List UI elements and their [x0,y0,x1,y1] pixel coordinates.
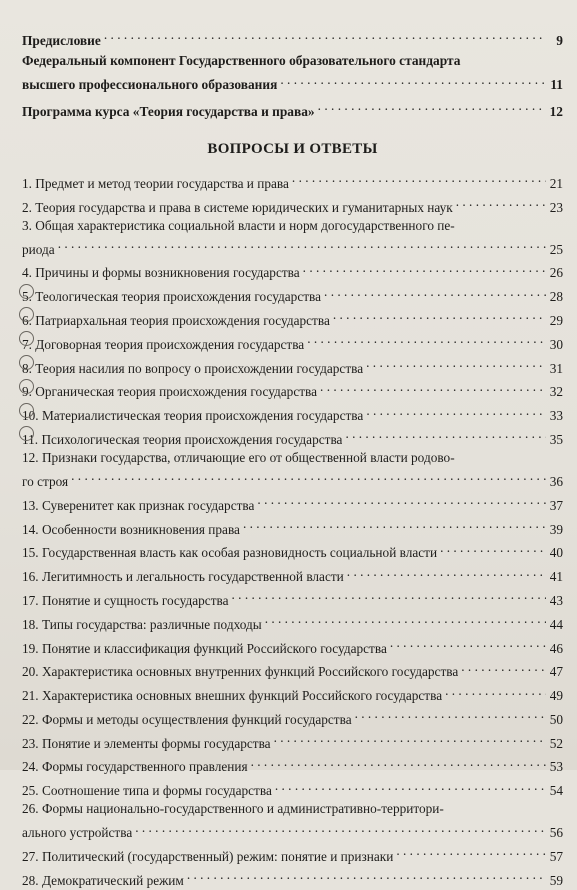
page-number: 47 [549,664,563,680]
toc-entry-line [22,563,563,587]
toc-entry-title: го строя [22,473,69,489]
page-number: 40 [549,545,563,561]
page-number: 39 [549,521,563,537]
toc-entry-line [22,97,563,121]
toc-entry [22,563,563,587]
dot-leader [292,169,546,188]
toc-entry-title: 27. Политический (государственный) режим: понятие и признаки [22,849,394,865]
toc-entry [22,491,563,515]
dot-leader [307,330,546,349]
toc-entry-line [22,682,563,706]
toc-entry [22,259,563,283]
toc-entry-title: 8. Теория насилия по вопросу о происхождении государства [22,360,364,376]
toc-entry-title: 24. Формы государственного правления [22,759,248,775]
toc-entry-line [22,330,563,354]
page-number: 31 [549,360,563,376]
page-number: 9 [556,32,563,48]
toc-entry [22,217,563,259]
page-number: 29 [549,312,563,328]
dot-leader [232,586,546,605]
toc-entry-line [22,491,563,515]
toc-entry [22,449,563,491]
pencil-circle-mark [19,284,34,299]
page-number: 44 [549,616,563,632]
toc-entry-line [22,425,563,449]
page-number: 57 [549,849,563,865]
toc-entry [22,682,563,706]
page-number: 59 [549,872,563,888]
pencil-circle-mark [19,379,34,394]
toc-entry-line [22,819,563,843]
questions-list [22,169,563,890]
toc-entry [22,634,563,658]
toc-entry-title: Предисловие [22,32,101,48]
dot-leader [390,634,546,653]
dot-leader [324,283,546,302]
toc-entry-title: Программа курса «Теория государства и права» [22,103,315,119]
page-number: 26 [549,265,563,281]
toc-entry-line [22,193,563,217]
dot-leader [366,402,546,421]
toc-entry-title: 17. Понятие и сущность государства [22,592,229,608]
toc-entry [22,729,563,753]
toc-entry-title: 10. Материалистическая теория происхождения государства [22,408,364,424]
toc-entry-title: 14. Особенности возникновения права [22,521,240,537]
toc-entry-title: 4. Причины и формы возникновения государства [22,265,300,281]
dot-leader [257,491,546,510]
front-matter-list [22,26,563,121]
page-number: 53 [549,759,563,775]
toc-entry-line: Федеральный компонент Государственного образовательного стандарта [22,53,461,69]
dot-leader [445,682,546,701]
toc-entry-line [22,467,563,491]
toc-entry [22,842,563,866]
page-number: 35 [549,431,563,447]
toc-entry-title: 7. Договорная теория происхождения государства [22,336,305,352]
dot-leader [303,259,546,278]
toc-entry-title: 2. Теория государства и права в системе юридических и гуманитарных наук [22,199,453,215]
toc-entry-line [22,71,563,95]
toc-entry-title: 21. Характеристика основных внешних функций Российского государства [22,688,443,704]
dot-leader [58,235,546,254]
toc-entry-line [22,378,563,402]
toc-entry-line [22,729,563,753]
toc-entry-line [22,235,563,259]
dot-leader [135,819,546,838]
page-number: 37 [549,497,563,513]
section-title: ВОПРОСЫ И ОТВЕТЫ [207,141,378,158]
toc-entry [22,753,563,777]
toc-entry [22,306,563,330]
toc-entry-title: 5. Теологическая теория происхождения государства [22,289,322,305]
page-number: 25 [549,241,563,257]
dot-leader [265,610,546,629]
toc-entry-line [22,658,563,682]
toc-entry-title: 18. Типы государства: различные подходы [22,616,262,632]
page-number: 23 [549,199,563,215]
toc-entry [22,800,563,842]
page-number: 50 [549,711,563,727]
page-number: 33 [549,408,563,424]
dot-leader [243,515,546,534]
toc-entry-title: 11. Психологическая теория происхождения государства [22,431,343,447]
toc-entry-title: ального устройства [22,825,133,841]
toc-entry [22,193,563,217]
front-matter-entry [22,26,563,50]
page-number: 32 [549,384,563,400]
dot-leader [251,753,546,772]
toc-entry-title: 22. Формы и методы осуществления функций государства [22,711,352,727]
dot-leader [320,378,546,397]
page-number: 41 [549,569,563,585]
page-number: 30 [549,336,563,352]
dot-leader [104,26,546,45]
toc-entry [22,866,563,890]
dot-leader [461,658,546,677]
toc-entry [22,283,563,307]
toc-entry-line [22,586,563,610]
toc-entry-line: 12. Признаки государства, отличающие его от общественной власти родово- [22,450,455,466]
toc-entry [22,610,563,634]
toc-entry-title: 6. Патриархальная теория происхождения государства [22,312,330,328]
toc-entry-line [22,306,563,330]
toc-entry [22,658,563,682]
toc-entry-title: 20. Характеристика основных внутренних функций Российского государства [22,664,459,680]
toc-entry-line [22,169,563,193]
toc-entry-line [22,26,563,50]
toc-entry-line [22,777,563,801]
dot-leader [456,193,546,212]
page-number: 49 [549,688,563,704]
toc-entry [22,354,563,378]
toc-entry-line [22,753,563,777]
dot-leader [396,842,546,861]
dot-leader [71,467,546,486]
toc-entry-title: 23. Понятие и элементы формы государства [22,735,271,751]
toc-entry-title: 28. Демократический режим [22,872,184,888]
toc-entry-title: 13. Суверенитет как признак государства [22,497,255,513]
toc-entry-line [22,539,563,563]
dot-leader [440,539,546,558]
dot-leader [355,705,546,724]
page-number: 46 [549,640,563,656]
toc-entry [22,705,563,729]
toc-entry [22,777,563,801]
dot-leader [347,563,546,582]
toc-entry-title: 15. Государственная власть как особая разновидность социальной власти [22,545,438,561]
toc-entry-line [22,402,563,426]
page-number: 54 [549,783,563,799]
page-number: 56 [549,825,563,841]
toc-entry-line [22,283,563,307]
dot-leader [366,354,546,373]
toc-entry [22,586,563,610]
toc-entry-line [22,610,563,634]
toc-entry-line [22,259,563,283]
pencil-circle-mark [19,355,34,370]
toc-entry-line [22,515,563,539]
page-number: 21 [549,175,563,191]
toc-entry-line [22,354,563,378]
toc-entry [22,539,563,563]
toc-entry-title: 16. Легитимность и легальность государственной власти [22,569,344,585]
page-number: 43 [549,592,563,608]
toc-entry-line [22,866,563,890]
toc-entry-title: 1. Предмет и метод теории государства и права [22,175,289,191]
page-number: 28 [549,289,563,305]
toc-entry-title: высшего профессионального образования [22,77,278,93]
toc-entry-line: 26. Формы национально-государственного и административно-территори- [22,801,444,817]
page-number: 36 [549,473,563,489]
toc-entry [22,169,563,193]
toc-entry-title: 25. Соотношение типа и формы государства [22,783,272,799]
toc-entry [22,378,563,402]
dot-leader [274,729,546,748]
toc-entry-line [22,705,563,729]
front-matter-entry [22,97,563,121]
toc-entry [22,330,563,354]
dot-leader [187,866,546,885]
page-number: 11 [550,77,563,93]
pencil-circle-mark [19,403,34,418]
front-matter-entry [22,52,563,95]
dot-leader [333,306,546,325]
toc-entry [22,425,563,449]
toc-entry-title: 19. Понятие и классификация функций Российского государства [22,640,387,656]
toc-entry [22,515,563,539]
toc-entry-line [22,842,563,866]
page-number: 52 [549,735,563,751]
dot-leader [275,777,546,796]
toc-entry-title: 9. Органическая теория происхождения государства [22,384,318,400]
dot-leader [318,97,546,116]
dot-leader [280,71,546,90]
dot-leader [345,425,546,444]
toc-entry-line [22,634,563,658]
toc-entry [22,402,563,426]
page-number: 12 [549,103,563,119]
toc-entry-line: 3. Общая характеристика социальной власти и норм догосударственного пе- [22,217,455,233]
toc-entry-title: риода [22,241,55,257]
